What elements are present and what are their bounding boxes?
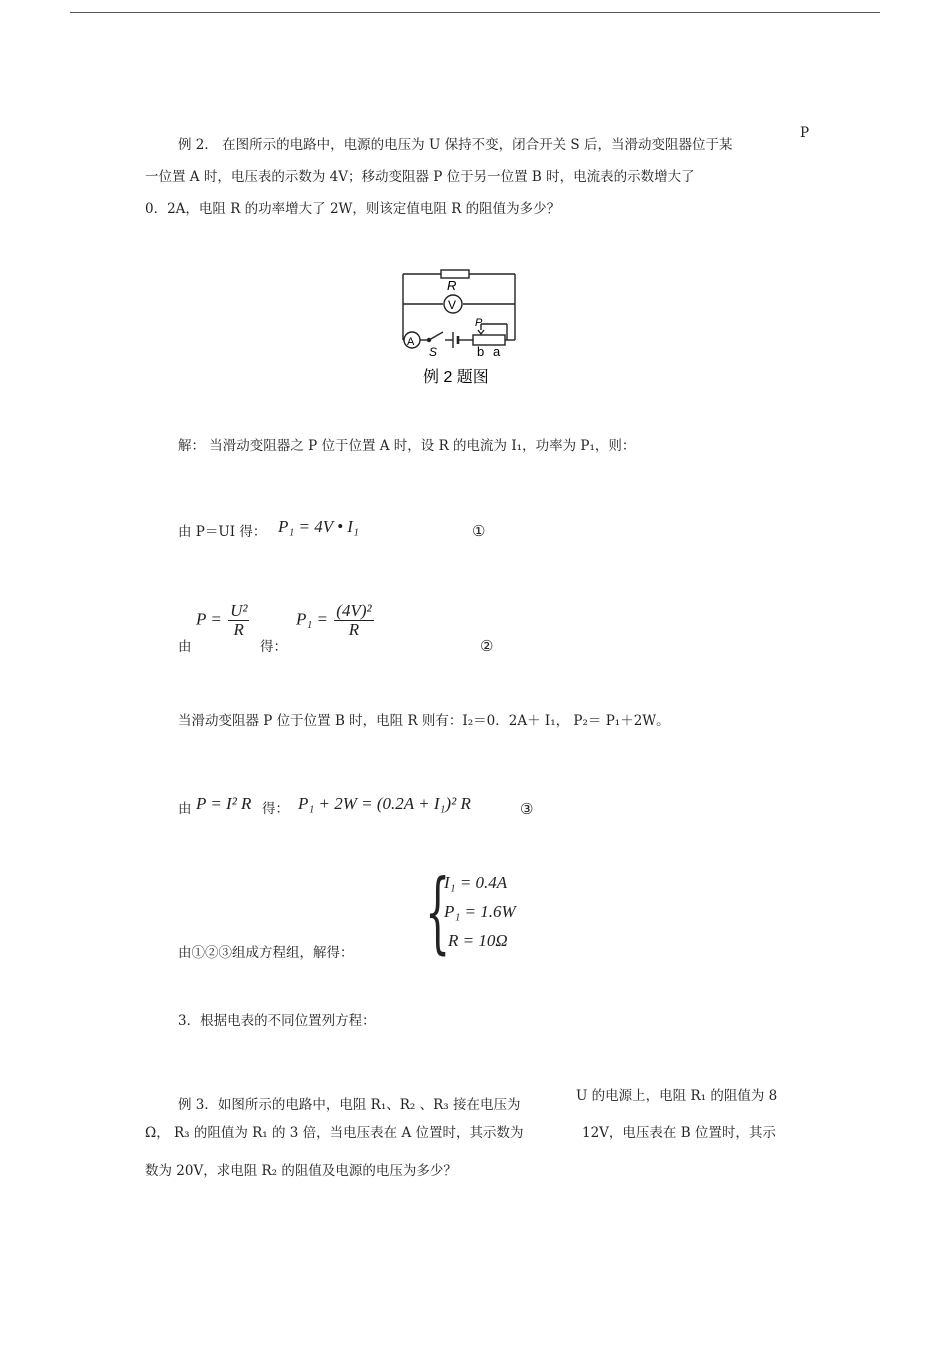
equation-2a: P = $\frac{\text{U²}}{R}$ (196, 601, 248, 639)
system-brace: { (425, 860, 451, 963)
system-line-1: I₁ = 0.4A (444, 873, 508, 892)
step2-mid: 得： (260, 639, 287, 655)
equation-3a: P = I² R (196, 794, 252, 813)
example3-line3: 数为 20V，求电阻 R₂ 的阻值及电源的电压为多少？ (145, 1163, 457, 1179)
page-letter: P (800, 125, 810, 141)
example2-line1: 例 2． 在图所示的电路中，电源的电压为 U 保持不变，闭合开关 S 后，当滑动变阻器位于某 (178, 137, 733, 153)
example3-left1: 例 3．如图所示的电路中，电阻 R₁、R₂ 、R₃ 接在电压为 (178, 1097, 521, 1113)
figure-caption: 例 2 题图 (423, 369, 489, 386)
label-b: b (477, 344, 485, 359)
position-b-statement: 当滑动变阻器 P 位于位置 B 时，电阻 R 则有：I₂＝0．2A＋ I₁， P₂＝ P₁＋2W。 (178, 713, 670, 729)
step3-prefix: 由 (178, 801, 192, 817)
system-line-2: P₁ = 1.6W (444, 902, 516, 921)
label-a: A (407, 336, 415, 348)
equation-1: P₁ = 4V • I₁ (278, 517, 359, 536)
system-line-3: R = 10Ω (448, 931, 508, 950)
label-p: P (475, 317, 483, 329)
label-s: S (429, 345, 438, 359)
example2-line2: 一位置 A 时，电压表的示数为 4V；移动变阻器 P 位于另一位置 B 时，电流表的示数增大了 (145, 169, 695, 185)
step1-prefix: 由 P＝UI 得： (178, 524, 267, 540)
marker-1: ① (472, 522, 486, 540)
example2-line3: 0．2A，电阻 R 的功率增大了 2W，则该定值电阻 R 的阻值为多少？ (145, 201, 561, 217)
solution-intro: 解： 当滑动变阻器之 P 位于位置 A 时，设 R 的电流为 I₁，功率为 P₁，则： (178, 438, 636, 454)
marker-2: ② (480, 637, 494, 655)
example3-right1: U 的电源上，电阻 R₁ 的阻值为 8 (576, 1088, 778, 1104)
header-rule (70, 12, 880, 13)
circuit-diagram (395, 266, 525, 390)
example3-right2: 12V，电压表在 B 位置时，其示 (582, 1125, 776, 1141)
equation-2b: P₁ = $\frac{\text{(4V)²}}{R}$ (296, 601, 372, 639)
marker-3: ③ (520, 800, 534, 818)
example3-left2: Ω， R₃ 的阻值为 R₁ 的 3 倍，当电压表在 A 位置时，其示数为 (145, 1125, 524, 1141)
label-r: R (447, 278, 457, 293)
label-a-end: a (493, 344, 501, 359)
step3-mid: 得： (262, 801, 289, 817)
section-3-heading: 3．根据电表的不同位置列方程： (178, 1013, 376, 1029)
label-v: V (448, 298, 457, 312)
step2-prefix: 由 (178, 639, 192, 655)
equation-3: P₁ + 2W = (0.2A + I₁)² R (298, 794, 471, 813)
system-prefix: 由①②③组成方程组，解得： (178, 945, 354, 961)
